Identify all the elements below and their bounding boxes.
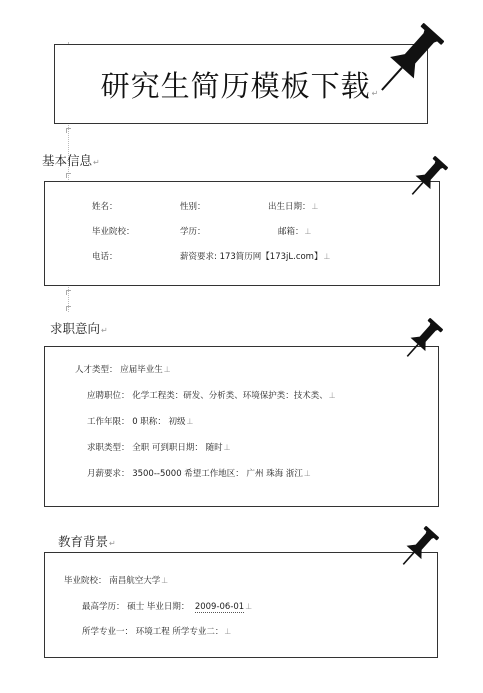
- education-degree-text: 最高学历： 硕士 毕业日期：: [82, 602, 190, 612]
- field-email-label: 邮箱：: [278, 227, 304, 237]
- field-email: [278, 226, 311, 238]
- anchor-mark-icon: ⊥: [161, 576, 169, 585]
- anchor-mark-icon: ⊥: [223, 443, 231, 452]
- pushpin-icon: [404, 154, 450, 202]
- corner-mark: [66, 306, 71, 311]
- field-degree: 学历：: [180, 227, 206, 237]
- field-gender: 性别：: [180, 202, 206, 212]
- page-title-text: 研究生简历模板下载: [100, 69, 371, 103]
- education-line-school: [64, 575, 168, 587]
- anchor-mark-icon: ⊥: [323, 252, 331, 261]
- heading-education-text: 教育背景: [58, 534, 109, 549]
- intention-line-position: [87, 390, 336, 402]
- intention-line-text: 应聘职位： 化学工程类：研发、分析类、环境保护类：技术类、: [87, 391, 328, 401]
- anchor-mark-icon: ⊥: [186, 417, 194, 426]
- education-school-text: 毕业院校： 南昌航空大学: [64, 576, 161, 586]
- corner-mark: [66, 173, 71, 178]
- intention-line-type: [87, 442, 231, 454]
- paragraph-mark-icon: ↵: [93, 158, 100, 167]
- field-salary-text: 薪资要求: 173简历网【173jL.com】: [180, 252, 323, 262]
- field-birth-label: 出生日期：: [268, 202, 311, 212]
- intention-line-text: 月薪要求： 3500--5000 希望工作地区： 广州 珠海 浙江: [87, 469, 303, 479]
- heading-job-intention: [50, 319, 108, 337]
- paragraph-mark-icon: ↵: [371, 89, 380, 98]
- heading-basic-info: [42, 151, 100, 169]
- anchor-mark-icon: ⊥: [163, 365, 171, 374]
- heading-education: [58, 532, 116, 550]
- intention-line-text: 求职类型： 全职 可到职日期： 随时: [87, 443, 223, 453]
- intention-line-talent: [75, 364, 171, 376]
- intention-line-salary: [87, 468, 311, 480]
- education-major-text: 所学专业一： 环境工程 所学专业二：: [82, 627, 224, 637]
- paragraph-mark-icon: ↵: [101, 326, 108, 335]
- paragraph-mark-icon: ↵: [109, 539, 116, 548]
- education-line-degree: [82, 601, 252, 613]
- field-school: 毕业院校：: [92, 227, 135, 237]
- corner-mark: [66, 128, 71, 133]
- heading-job-intention-text: 求职意向: [50, 321, 101, 336]
- corner-mark: [66, 290, 71, 295]
- field-birth: [268, 201, 318, 213]
- field-salary: [180, 251, 330, 263]
- intention-line-years: [87, 416, 193, 428]
- field-phone: 电话：: [92, 252, 118, 262]
- intention-line-text: 工作年限： 0 职称： 初级: [87, 417, 186, 427]
- anchor-mark-icon: ⊥: [304, 227, 312, 236]
- anchor-mark-icon: ⊥: [328, 391, 336, 400]
- intention-line-text: 人才类型： 应届毕业生: [75, 365, 163, 375]
- heading-basic-info-text: 基本信息: [42, 153, 93, 168]
- education-graduation-date: 2009-06-01: [194, 602, 245, 612]
- pushpin-icon: [372, 18, 444, 104]
- anchor-mark-icon: ⊥: [224, 627, 232, 636]
- anchor-mark-icon: ⊥: [245, 602, 253, 611]
- anchor-mark-icon: ⊥: [311, 202, 319, 211]
- field-name: 姓名：: [92, 202, 118, 212]
- pushpin-icon: [394, 524, 442, 572]
- pushpin-icon: [398, 316, 446, 364]
- education-line-major: [82, 626, 231, 638]
- page-title: [54, 64, 426, 105]
- anchor-mark-icon: ⊥: [303, 469, 311, 478]
